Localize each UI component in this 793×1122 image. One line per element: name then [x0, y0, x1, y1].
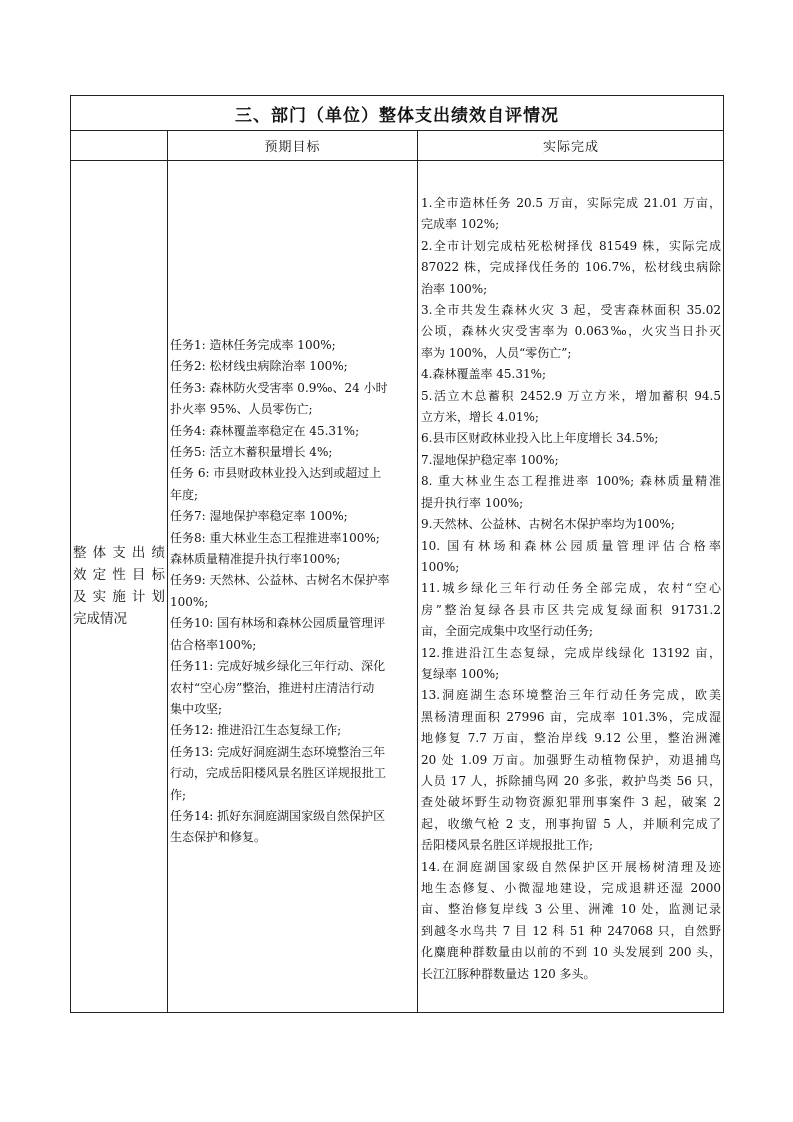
actual-item-line: 2.全市计划完成枯死松树择伐 81549 株，实际完成: [421, 238, 721, 253]
actual-item-line: 地生态修复、小微湿地建设，完成退耕还湿 2000: [421, 881, 721, 895]
actual-item-line: 13.洞庭湖生态环境整治三年行动任务完成，欧美: [421, 688, 721, 703]
actual-item: [421, 685, 721, 856]
actual-item-line: 人员 17 人，拆除捕鸟网 20 多张，救护鸟类 56 只，: [421, 773, 721, 788]
actual-item-line: 复绿率 100%;: [421, 666, 500, 681]
target-item-line: 生态保护和修复。: [170, 830, 267, 845]
target-item-line: 任务2: 松材线虫病除治率 100%;: [170, 359, 348, 374]
target-item-line: 任务10: 国有林场和森林公园质量管理评: [170, 616, 386, 631]
target-item: [170, 378, 415, 421]
target-item: [170, 806, 415, 849]
actual-item-line: 起，收缴气枪 2 支，刑事拘留 5 人，并顺利完成了: [421, 816, 721, 831]
target-item-line: 农村“空心房”整治，推进村庄清洁行动: [170, 680, 375, 695]
table-header-row: [71, 130, 723, 161]
actual-item-line: 完成率 102%;: [421, 217, 500, 232]
actual-item: [421, 643, 721, 686]
target-item: [170, 356, 415, 377]
actual-item-line: 10. 国有林场和森林公园质量管理评估合格率: [421, 538, 721, 553]
actual-item: [421, 857, 721, 985]
actual-completion-cell: [418, 160, 724, 1012]
actual-item: [421, 450, 721, 471]
actual-item: [421, 578, 721, 642]
row-label-line: 及实施计划: [73, 589, 165, 605]
header-cell-label: [71, 130, 167, 160]
actual-item-line: 亩、整治修复岸线 3 公里、洲滩 10 处，监测记录: [421, 902, 721, 917]
actual-item-line: 治率 100%;: [421, 281, 488, 296]
target-item-line: 100%;: [170, 594, 209, 609]
actual-item-line: 100%;: [421, 559, 460, 574]
actual-item: [421, 364, 721, 385]
actual-item-line: 亩，全面完成集中攻坚行动任务;: [421, 624, 594, 639]
target-item: [170, 613, 415, 656]
actual-item-line: 立方米，增长 4.01%;: [421, 410, 539, 425]
actual-item-line: 11.城乡绿化三年行动任务全部完成，农村“空心: [421, 581, 721, 596]
actual-item-line: 8. 重大林业生态工程推进率 100%; 森林质量精准: [421, 474, 721, 489]
target-item: [170, 656, 415, 720]
row-label-line: 效定性目标: [73, 567, 165, 583]
actual-item-line: 房”整治复绿各县市区共完成复绿面积 91731.2: [421, 602, 721, 617]
actual-item: [421, 236, 721, 300]
actual-item-line: 率为 100%，人员“零伤亡”;: [421, 345, 572, 360]
actual-item: [421, 300, 721, 364]
actual-item-line: 12.推进沿江生态复绿，完成岸线绿化 13192 亩，: [421, 645, 721, 660]
target-item: [170, 570, 415, 613]
actual-item-line: 14.在洞庭湖国家级自然保护区开展杨树清理及迹: [421, 859, 721, 874]
actual-item-line: 黑杨清理面积 27996 亩，完成率 101.3%，完成湿: [421, 709, 721, 724]
target-item-line: 估合格率100%;: [170, 637, 257, 652]
actual-item-line: 20 处 1.09 万亩。加强野生动植物保护，劝退捕鸟: [421, 752, 721, 767]
target-item-line: 作;: [170, 787, 187, 802]
header-cell-expected-targets: 预期目标: [264, 139, 321, 155]
actual-item-line: 查处破坏野生动物资源犯罪刑事案件 3 起，破案 2: [421, 795, 721, 810]
actual-item: [421, 428, 721, 449]
target-item-line: 任务5: 活立木蓄积量增长 4%;: [170, 445, 333, 460]
target-item-line: 集中攻坚;: [170, 701, 223, 716]
target-item: [170, 528, 415, 571]
target-item-line: 任务14: 抓好东洞庭湖国家级自然保护区: [170, 808, 386, 823]
target-item-line: 任务8: 重大林业生态工程推进率100%;: [170, 530, 380, 545]
actual-item-line: 7.湿地保护稳定率 100%;: [421, 452, 559, 467]
target-item-line: 年度;: [170, 487, 199, 502]
actual-item: [421, 193, 721, 236]
target-item-line: 任务12: 推进沿江生态复绿工作;: [170, 723, 342, 738]
target-item-line: 任务9: 天然林、公益林、古树名木保护率: [170, 573, 390, 588]
target-item-line: 任务 6: 市县财政林业投入达到或超过上: [170, 466, 382, 481]
actual-item-line: 87022 株，完成择伐任务的 106.7%，松材线虫病除: [421, 260, 721, 275]
target-item-line: 任务11: 完成好城乡绿化三年行动、深化: [170, 659, 386, 674]
target-item: [170, 720, 415, 741]
actual-item: [421, 471, 721, 514]
target-item: [170, 442, 415, 463]
row-label-cell: [71, 160, 167, 1012]
actual-item-line: 6.县市区财政林业投入比上年度增长 34.5%;: [421, 431, 659, 446]
target-item-line: 任务13: 完成好洞庭湖生态环境整治三年: [170, 744, 386, 759]
table-body-row: [71, 160, 723, 1012]
actual-item: [421, 514, 721, 535]
actual-item-line: 提升执行率 100%;: [421, 495, 524, 510]
target-item: [170, 506, 415, 527]
target-item-line: 任务1: 造林任务完成率 100%;: [170, 338, 336, 352]
target-item-line: 任务3: 森林防火受害率 0.9‰、24 小时: [170, 380, 388, 395]
actual-item-line: 1.全市造林任务 20.5 万亩，实际完成 21.01 万亩，: [421, 196, 721, 210]
row-label-line: 整体支出绩: [73, 545, 165, 561]
target-item: [170, 463, 415, 506]
actual-item: [421, 386, 721, 429]
table-title: 三、部门（单位）整体支出绩效自评情况: [71, 96, 723, 131]
actual-item-line: 5.活立木总蓄积 2452.9 万立方米，增加蓄积 94.5: [421, 388, 721, 403]
expected-targets-cell: [168, 160, 417, 1012]
target-item: [170, 421, 415, 442]
actual-item-line: 9.天然林、公益林、古树名木保护率均为100%;: [421, 517, 675, 532]
target-item-line: 任务4: 森林覆盖率稳定在 45.31%;: [170, 423, 360, 438]
target-item: [170, 742, 415, 806]
target-item: [170, 335, 415, 356]
actual-item-line: 4.森林覆盖率 45.31%;: [421, 367, 547, 382]
actual-item: [421, 536, 721, 579]
actual-item-line: 化麋鹿种群数量由以前的不到 10 头发展到 200 头，: [421, 945, 721, 960]
target-item-line: 行动，完成岳阳楼风景名胜区详规报批工: [170, 766, 387, 781]
performance-table: [70, 95, 724, 1013]
target-item-line: 任务7: 湿地保护率稳定率 100%;: [170, 509, 348, 524]
actual-item-line: 到越冬水鸟共 7 目 12 科 51 种 247068 只，自然野: [421, 923, 721, 938]
target-item-line: 森林质量精准提升执行率100%;: [170, 552, 341, 567]
header-cell-actual-completion: 实际完成: [542, 139, 599, 155]
actual-item-line: 地修复 7.7 万亩，整治岸线 9.12 公里，整治洲滩: [421, 731, 721, 746]
actual-item-line: 长江江豚种群数量达 120 多头。: [421, 966, 596, 981]
actual-item-line: 3.全市共发生森林火灾 3 起，受害森林面积 35.02: [421, 303, 721, 318]
row-label-line: 完成情况: [73, 611, 127, 627]
target-item-line: 扑火率 95%、人员零伤亡;: [170, 402, 313, 417]
row-label-text: [73, 542, 165, 630]
actual-item-line: 岳阳楼风景名胜区详规报批工作;: [421, 838, 594, 853]
actual-item-line: 公顷，森林火灾受害率为 0.063‰，火灾当日扑灭: [421, 324, 721, 339]
